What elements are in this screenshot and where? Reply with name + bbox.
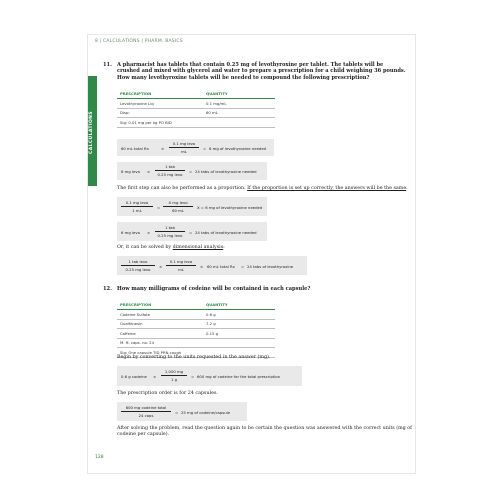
table-cell: M. ft. caps. no. 24 <box>117 338 203 348</box>
table-row <box>117 338 275 348</box>
capsule-count-note: The prescription order is for 24 capsules. <box>117 391 218 396</box>
final-check-note: After solving the problem, read the question again to be certain the question was answered with the correct units (mg of codeine per capsule). <box>117 426 412 437</box>
table-cell: Codeine Sulfate <box>117 310 203 320</box>
table-cell: Guaifenesin <box>117 319 203 329</box>
table-row <box>117 108 275 118</box>
question-12-text: How many milligrams of codeine will be contained in each capsule? <box>117 286 311 292</box>
multiply-sign: × <box>147 169 151 174</box>
table-cell: Disp: <box>117 108 203 118</box>
calc-term: 6 mg levo <box>121 230 140 235</box>
table-cell: Caffeine <box>117 329 203 339</box>
chapter-side-tab <box>88 76 97 186</box>
calc-result: 600 mg of codeine for the total prescription <box>197 374 281 379</box>
calculation-box <box>117 139 274 156</box>
table-cell: 60 mL <box>203 108 275 118</box>
fraction: 0.1 mg levo mL <box>169 141 199 154</box>
calc-term: 60 mL total Rx <box>207 264 235 269</box>
calc-result: X = 6 mg of levothyroxine needed <box>197 205 263 210</box>
calc-result: 24 tabs of levothyroxine needed <box>195 169 257 174</box>
table-cell: 7.2 g <box>203 319 275 329</box>
table-header: PRESCRIPTION <box>117 300 203 310</box>
fraction: $\frac{1,000 mg}{1 g}$ <box>161 369 187 382</box>
conversion-instruction: Begin by converting to the units requested in the answer (mg). <box>117 355 271 360</box>
question-11-text: A pharmacist has tablets that contain 0.25 mg of levothyroxine per tablet. The tablets will be crushed and mixed with glycerol and water to prepare a prescription for a child weighing 36 pounds. How many levothyroxine tablets will be needed to compound the following prescription? <box>117 62 406 81</box>
fraction: 0.1 mg levo mL <box>166 259 196 272</box>
table-cell: Sig: One capsule TID PRN cough <box>117 348 203 358</box>
fraction: 0.1 mg levo 1 mL <box>121 200 153 213</box>
calculation-box <box>117 366 302 386</box>
calculation-box <box>117 402 247 421</box>
table-cell: 0.6 g <box>203 310 275 320</box>
calc-result: 6 mg of levothyroxine needed <box>209 146 267 151</box>
table-cell: Levothyroxine Liq <box>117 99 203 109</box>
dimensional-analysis-box <box>117 256 307 275</box>
calculation-box <box>117 222 267 241</box>
equals-sign: = <box>189 230 193 235</box>
fraction: X mg levo 60 mL <box>163 200 193 213</box>
proportion-box <box>117 197 267 216</box>
question-12-number: 12. <box>103 286 112 292</box>
table-cell: Sig: 0.01 mg per kg PO BID <box>117 118 203 128</box>
running-header: 8 | CALCULATIONS | PHARM. BASICS <box>95 39 183 44</box>
calc-result: 24 tabs of levothyroxine needed <box>195 230 257 235</box>
proportion-explanation: The first step can also be performed as a proportion. If the proportion is set up correctly, the answers will be the same. <box>117 186 408 191</box>
question-11-prescription-table <box>117 89 275 128</box>
calc-result: 24 tabs of levothyroxine <box>247 264 294 269</box>
calc-result: 25 mg of codeine/capsule <box>181 410 231 415</box>
page-number: 128 <box>95 455 104 460</box>
fraction: 1 tab 0.25 mg levo <box>155 225 185 238</box>
table-row <box>117 310 275 320</box>
table-header: QUANTITY <box>203 89 275 99</box>
equals-sign: = <box>189 169 193 174</box>
table-cell: 0.1 mg/mL <box>203 99 275 109</box>
multiply-sign: × <box>159 264 163 269</box>
fraction: 600 mg codeine total 24 caps <box>121 405 171 418</box>
table-header: QUANTITY <box>203 300 275 310</box>
table-row <box>117 329 275 339</box>
equals-sign: = <box>157 205 161 210</box>
dimensional-analysis-intro: Or, it can be solved by dimensional analysis: <box>117 245 225 250</box>
table-cell <box>203 338 275 348</box>
calculation-box <box>117 162 267 180</box>
calc-term: 6 mg levo <box>121 169 140 174</box>
fraction: 1 tab 0.25 mg levo <box>155 164 185 177</box>
multiply-sign: × <box>153 374 157 379</box>
equals-sign: = <box>191 374 195 379</box>
table-cell <box>203 118 275 128</box>
equals-sign: = <box>175 410 179 415</box>
fraction: 1 tab levo 0.25 mg levo <box>121 259 155 272</box>
calc-term: 0.6 g codeine <box>121 374 147 379</box>
multiply-sign: × <box>200 264 204 269</box>
question-11-number: 11. <box>103 62 112 68</box>
multiply-sign: × <box>161 146 165 151</box>
side-tab-label: CALCULATIONS <box>89 111 94 154</box>
table-header: PRESCRIPTION <box>117 89 203 99</box>
table-row <box>117 118 275 128</box>
table-row <box>117 319 275 329</box>
equals-sign: = <box>241 264 245 269</box>
equals-sign: = <box>203 146 207 151</box>
table-cell: 0.15 g <box>203 329 275 339</box>
table-row <box>117 99 275 109</box>
question-12-prescription-table <box>117 300 275 358</box>
calc-term: 60 mL total Rx <box>121 146 149 151</box>
multiply-sign: × <box>147 230 151 235</box>
